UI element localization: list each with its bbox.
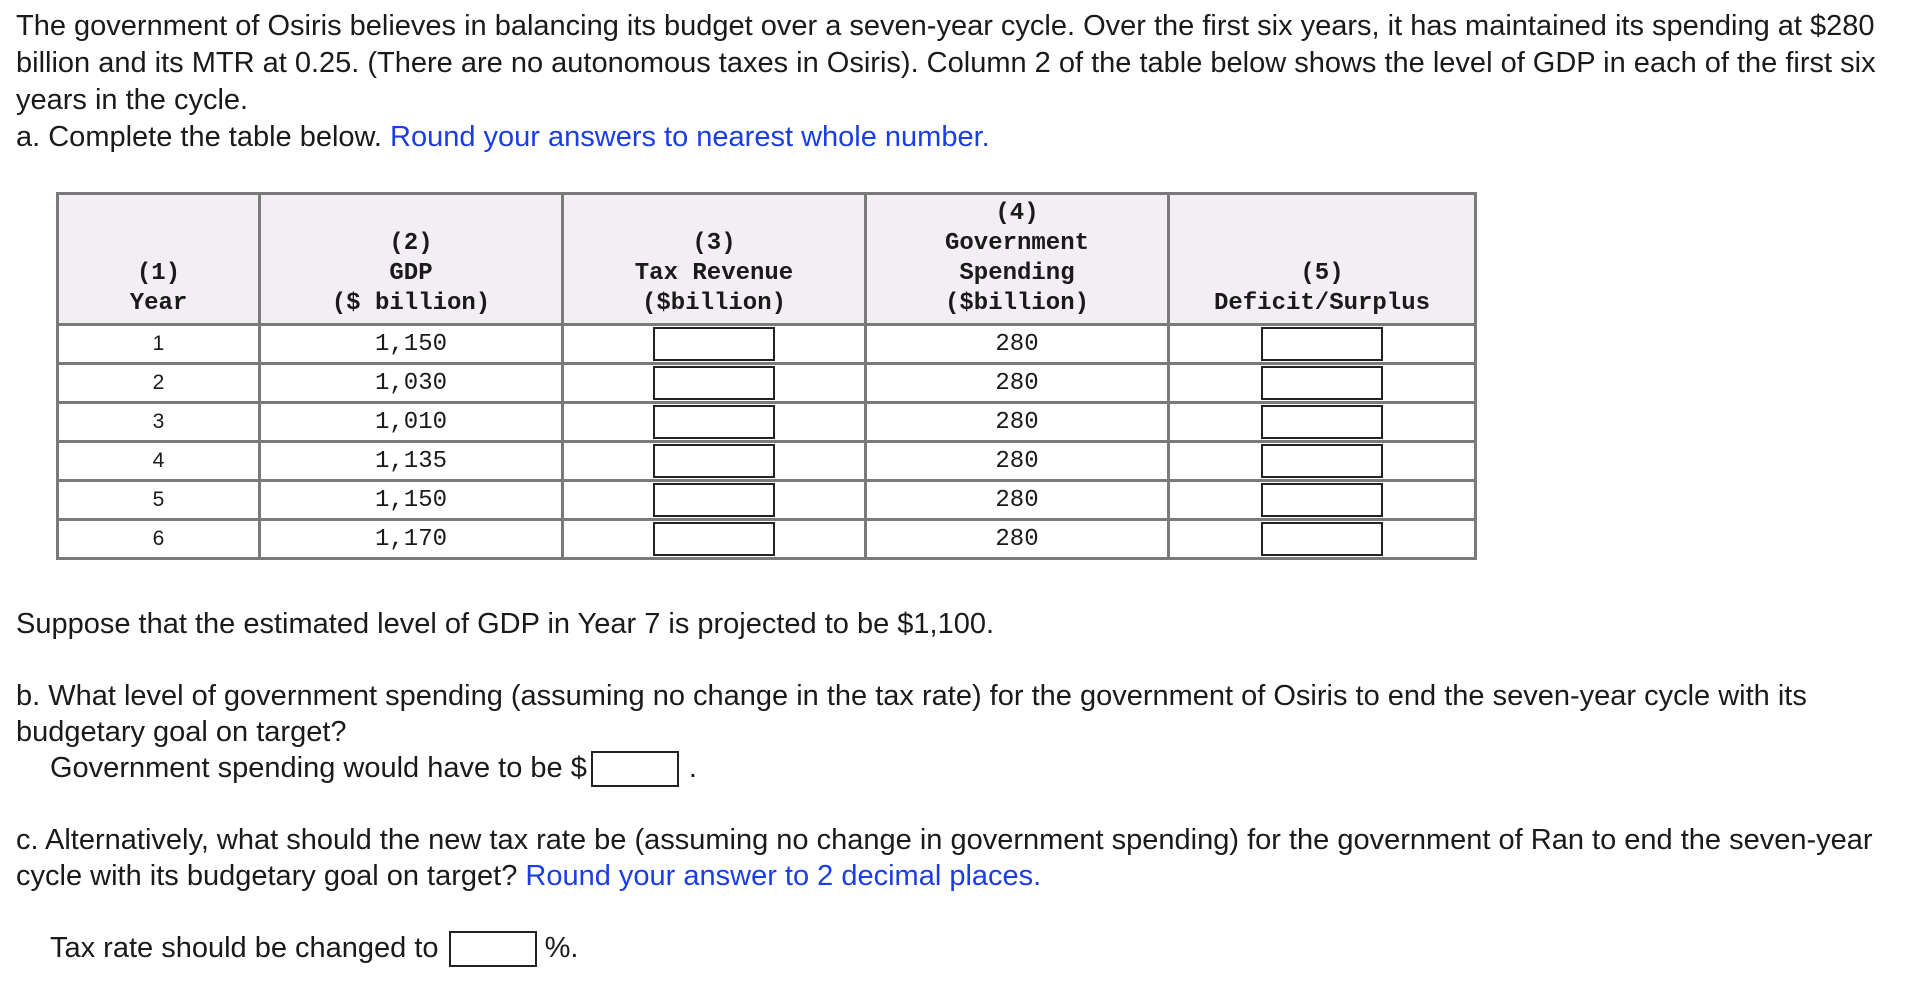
spending-cell: 280 xyxy=(866,364,1169,403)
table-header-row xyxy=(58,194,1476,325)
part-c-question-block xyxy=(16,822,1916,894)
year-cell: 1 xyxy=(58,325,260,364)
header-year: (1) Year xyxy=(58,194,260,325)
header-government-spending: (4) Government Spending ($billion) xyxy=(866,194,1169,325)
part-c-answer-line xyxy=(50,930,578,967)
gdp-cell: 1,150 xyxy=(260,325,563,364)
tax-revenue-cell xyxy=(563,403,866,442)
part-c-answer-suffix: %. xyxy=(544,932,579,964)
year-cell: 6 xyxy=(58,520,260,559)
part-b-answer-line xyxy=(50,750,697,787)
budget-table-container xyxy=(56,192,1474,560)
spending-cell: 280 xyxy=(866,403,1169,442)
tax-revenue-cell xyxy=(563,442,866,481)
deficit-surplus-input-year-6[interactable] xyxy=(1261,522,1383,556)
part-c-question: c. Alternatively, what should the new tax rate be (assuming no change in government spending) for the government of Ran to end the seven-year cycle with its budgetary goal on target? xyxy=(16,824,1873,892)
spending-cell: 280 xyxy=(866,325,1169,364)
table-row xyxy=(58,520,1476,559)
tax-revenue-input-year-2[interactable] xyxy=(653,366,775,400)
table-row xyxy=(58,403,1476,442)
header-deficit-surplus: (5) Deficit/Surplus xyxy=(1169,194,1476,325)
tax-revenue-cell xyxy=(563,364,866,403)
table-row xyxy=(58,442,1476,481)
budget-table xyxy=(56,192,1477,560)
part-a-prefix: a. Complete the table below. xyxy=(16,121,382,153)
deficit-cell xyxy=(1169,325,1476,364)
header-tax-revenue: (3) Tax Revenue ($billion) xyxy=(563,194,866,325)
year-cell: 3 xyxy=(58,403,260,442)
deficit-surplus-input-year-3[interactable] xyxy=(1261,405,1383,439)
gdp-cell: 1,135 xyxy=(260,442,563,481)
part-b-question: b. What level of government spending (assuming no change in the tax rate) for the government of Osiris to end the seven-year cycle with its budgetary goal on target? xyxy=(16,680,1807,748)
deficit-surplus-input-year-1[interactable] xyxy=(1261,327,1383,361)
tax-revenue-input-year-5[interactable] xyxy=(653,483,775,517)
deficit-surplus-input-year-5[interactable] xyxy=(1261,483,1383,517)
intro-paragraph: The government of Osiris believes in balancing its budget over a seven-year cycle. Over the first six years, it has maintained its spending at $280 billion and its MTR at 0.25. (There are no autonomous taxes in Osiris). Column 2 of the table below shows the level of GDP in each of the first six years in the cycle. xyxy=(16,10,1876,116)
gdp-cell: 1,170 xyxy=(260,520,563,559)
gdp-cell: 1,150 xyxy=(260,481,563,520)
table-row xyxy=(58,481,1476,520)
tax-revenue-input-year-1[interactable] xyxy=(653,327,775,361)
tax-revenue-input-year-3[interactable] xyxy=(653,405,775,439)
government-spending-input[interactable] xyxy=(591,751,679,787)
year-cell: 5 xyxy=(58,481,260,520)
part-b-answer-prefix: Government spending would have to be $ xyxy=(50,752,587,784)
year-cell: 2 xyxy=(58,364,260,403)
gdp-cell: 1,030 xyxy=(260,364,563,403)
tax-revenue-cell xyxy=(563,520,866,559)
gdp-cell: 1,010 xyxy=(260,403,563,442)
tax-rate-input[interactable] xyxy=(449,931,537,967)
part-c-answer-prefix: Tax rate should be changed to xyxy=(50,932,439,964)
deficit-cell xyxy=(1169,520,1476,559)
part-a-rounding-instruction: Round your answers to nearest whole number. xyxy=(390,121,990,153)
header-gdp: (2) GDP ($ billion) xyxy=(260,194,563,325)
deficit-surplus-input-year-4[interactable] xyxy=(1261,444,1383,478)
tax-revenue-input-year-4[interactable] xyxy=(653,444,775,478)
year-cell: 4 xyxy=(58,442,260,481)
spending-cell: 280 xyxy=(866,442,1169,481)
tax-revenue-cell xyxy=(563,481,866,520)
question-intro xyxy=(16,8,1916,156)
deficit-cell xyxy=(1169,442,1476,481)
deficit-cell xyxy=(1169,403,1476,442)
spending-cell: 280 xyxy=(866,481,1169,520)
deficit-cell xyxy=(1169,481,1476,520)
spending-cell: 280 xyxy=(866,520,1169,559)
tax-revenue-input-year-6[interactable] xyxy=(653,522,775,556)
table-row xyxy=(58,325,1476,364)
part-b-answer-suffix: . xyxy=(688,752,697,784)
suppose-statement: Suppose that the estimated level of GDP in Year 7 is projected to be $1,100. xyxy=(16,608,995,640)
part-c-rounding-instruction: Round your answer to 2 decimal places. xyxy=(525,860,1042,892)
tax-revenue-cell xyxy=(563,325,866,364)
table-row xyxy=(58,364,1476,403)
deficit-cell xyxy=(1169,364,1476,403)
deficit-surplus-input-year-2[interactable] xyxy=(1261,366,1383,400)
